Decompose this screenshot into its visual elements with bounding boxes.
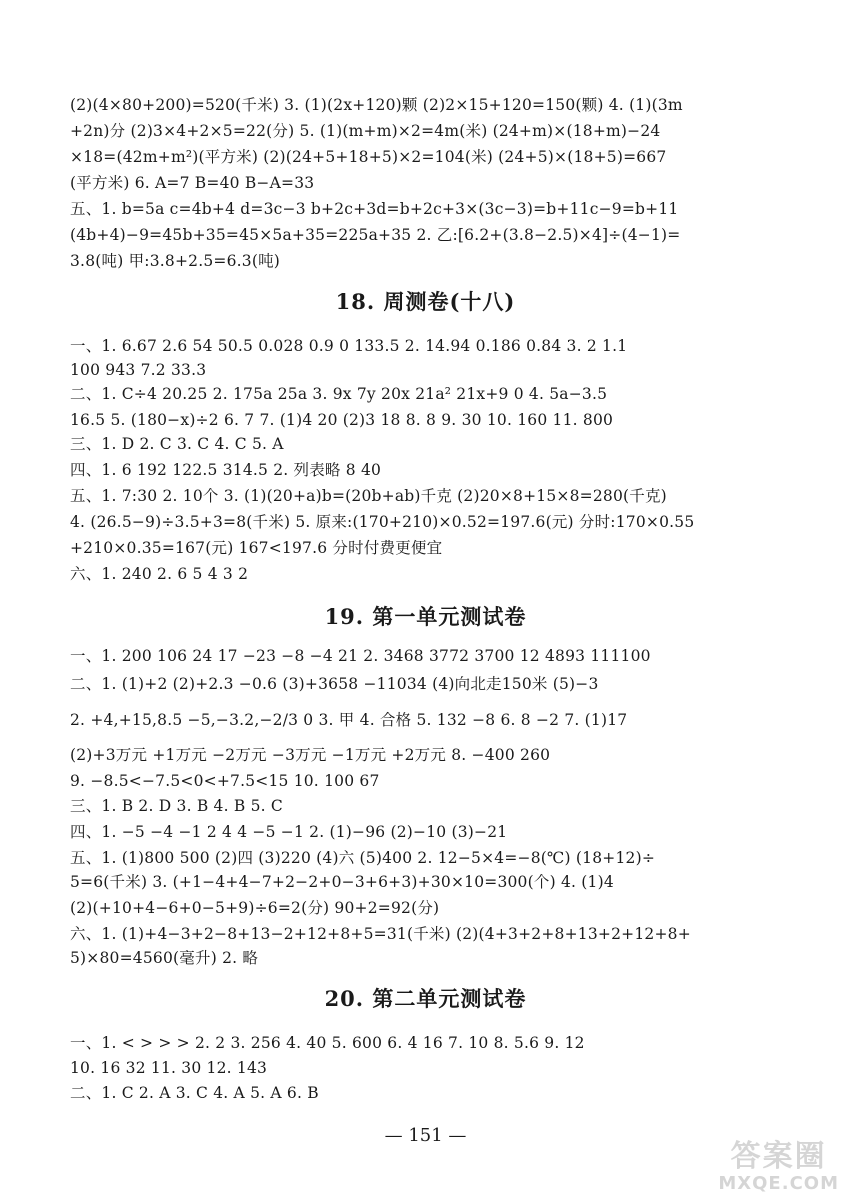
answer-line: 五、1. (1)800 500 (2)四 (3)220 (4)六 (5)400 2. 12−5×4=−8(℃) (18+12)÷ — [70, 849, 656, 867]
answer-line: 六、1. (1)+4−3+2−8+13−2+12+8+5=31(千米) (2)(4+3+2+8+13+2+12+8+ — [70, 925, 691, 943]
answer-line: (2)+3万元 +1万元 −2万元 −3万元 −1万元 +2万元 8. −400 260 — [70, 746, 551, 764]
answer-line: 二、1. (1)+2 (2)+2.3 −0.6 (3)+3658 −11034 (4)向北走150米 (5)−3 — [70, 675, 599, 693]
answer-line: 四、1. −5 −4 −1 2 4 4 −5 −1 2. (1)−96 (2)−10 (3)−21 — [70, 823, 508, 841]
answer-line: 4. (26.5−9)÷3.5+3=8(千米) 5. 原来:(170+210)×0.52=197.6(元) 分时:170×0.55 — [70, 513, 695, 531]
answer-line: 5)×80=4560(毫升) 2. 略 — [70, 949, 259, 967]
answer-line: 10. 16 32 11. 30 12. 143 — [70, 1059, 268, 1077]
answer-line: 一、1. 200 106 24 17 −23 −8 −4 21 2. 3468 3772 3700 12 4893 111100 — [70, 647, 651, 665]
answer-line: 五、1. b=5a c=4b+4 d=3c−3 b+2c+3d=b+2c+3×(3c−3)=b+11c−9=b+11 — [70, 200, 679, 218]
answer-line: +210×0.35=167(元) 167<197.6 分时付费更便宜 — [70, 539, 443, 557]
watermark — [718, 1140, 839, 1194]
answer-line: 3.8(吨) 甲:3.8+2.5=6.3(吨) — [70, 252, 281, 270]
answer-line: 5=6(千米) 3. (+1−4+4−7+2−2+0−3+6+3)+30×10=300(个) 4. (1)4 — [70, 873, 614, 891]
answer-line: (平方米) 6. A=7 B=40 B−A=33 — [70, 174, 315, 192]
answer-line: (4b+4)−9=45b+35=45×5a+35=225a+35 2. 乙:[6.2+(3.8−2.5)×4]÷(4−1)= — [70, 226, 681, 244]
answer-line: ×18=(42m+m²)(平方米) (2)(24+5+18+5)×2=104(米) (24+5)×(18+5)=667 — [70, 148, 667, 166]
answer-line: 2. +4,+15,8.5 −5,−3.2,−2/3 0 3. 甲 4. 合格 5. 132 −8 6. 8 −2 7. (1)17 — [70, 711, 628, 729]
page-number: — 151 — — [384, 1125, 467, 1146]
answer-line: 16.5 5. (180−x)÷2 6. 7 7. (1)4 20 (2)3 18 8. 8 9. 30 10. 160 11. 800 — [70, 411, 614, 429]
answer-line: 三、1. D 2. C 3. C 4. C 5. A — [70, 435, 284, 453]
answer-line: (2)(4×80+200)=520(千米) 3. (1)(2x+120)颗 (2)2×15+120=150(颗) 4. (1)(3m — [70, 96, 683, 114]
section-title: 18. 周测卷(十八) — [335, 289, 516, 314]
answer-line: 四、1. 6 192 122.5 314.5 2. 列表略 8 40 — [70, 461, 382, 479]
answer-line: 一、1. < > > > 2. 2 3. 256 4. 40 5. 600 6. 4 16 7. 10 8. 5.6 9. 12 — [70, 1034, 585, 1052]
answer-line: 100 943 7.2 33.3 — [70, 361, 207, 379]
answer-line: 五、1. 7:30 2. 10个 3. (1)(20+a)b=(20b+ab)千克 (2)20×8+15×8=280(千克) — [70, 487, 667, 505]
answer-line: +2n)分 (2)3×4+2×5=22(分) 5. (1)(m+m)×2=4m(米) (24+m)×(18+m)−24 — [70, 122, 661, 140]
section-title: 20. 第二单元测试卷 — [324, 986, 527, 1011]
answer-line: 六、1. 240 2. 6 5 4 3 2 — [70, 565, 249, 583]
watermark-url: MXQE.COM — [718, 1173, 839, 1194]
watermark-text: 答案圈 — [730, 1139, 827, 1174]
section-title: 19. 第一单元测试卷 — [324, 604, 527, 629]
answer-line: (2)(+10+4−6+0−5+9)÷6=2(分) 90+2=92(分) — [70, 899, 440, 917]
answer-line: 二、1. C÷4 20.25 2. 175a 25a 3. 9x 7y 20x 21a² 21x+9 0 4. 5a−3.5 — [70, 385, 608, 403]
answer-line: 三、1. B 2. D 3. B 4. B 5. C — [70, 797, 283, 815]
answer-line: 一、1. 6.67 2.6 54 50.5 0.028 0.9 0 133.5 2. 14.94 0.186 0.84 3. 2 1.1 — [70, 337, 628, 355]
answer-line: 二、1. C 2. A 3. C 4. A 5. A 6. B — [70, 1084, 319, 1102]
answer-line: 9. −8.5<−7.5<0<+7.5<15 10. 100 67 — [70, 772, 380, 790]
